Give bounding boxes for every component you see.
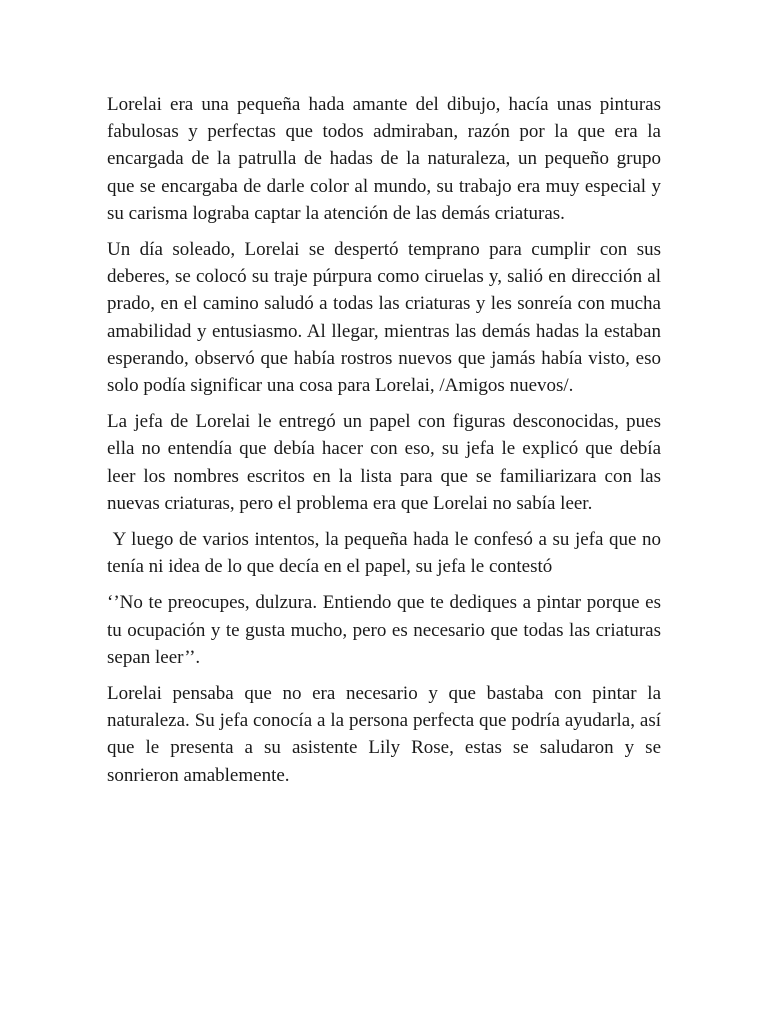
- document-page: [107, 91, 666, 798]
- paragraph-1: Lorelai era una pequeña hada amante del dibujo, hacía unas pinturas fabulosas y perfectas que todos admiraban, razón por la que era la encargada de la patrulla de hadas de la naturaleza, un pequeño grupo que se encargaba de darle color al mundo, su trabajo era muy especial y su carisma lograba captar la atención de las demás criaturas.: [107, 94, 661, 224]
- paragraph-4: Y luego de varios intentos, la pequeña hada le confesó a su jefa que no tenía ni idea de lo que decía en el papel, su jefa le contestó: [107, 529, 666, 578]
- paragraph-3: La jefa de Lorelai le entregó un papel con figuras desconocidas, pues ella no entendía que debía hacer con eso, su jefa le explicó que debía leer los nombres escritos en la lista para que se familiarizara con las nuevas criaturas, pero el problema era que Lorelai no sabía leer.: [107, 411, 661, 514]
- paragraph-6: Lorelai pensaba que no era necesario y que bastaba con pintar la naturaleza. Su jefa conocía a la persona perfecta que podría ayudarla, así que le presenta a su asistente Lily Rose, estas se saludaron y se sonrieron amablemente.: [107, 683, 661, 786]
- paragraph-5: ‘’No te preocupes, dulzura. Entiendo que te dediques a pintar porque es tu ocupación y te gusta mucho, pero es necesario que todas las criaturas sepan leer’’.: [107, 592, 661, 668]
- paragraph-2: Un día soleado, Lorelai se despertó temprano para cumplir con sus deberes, se colocó su traje púrpura como ciruelas y, salió en dirección al prado, en el camino saludó a todas las criaturas y les sonreía con mucha amabilidad y entusiasmo. Al llegar, mientras las demás hadas la estaban esperando, observó que había rostros nuevos que jamás había visto, eso solo podía significar una cosa para Lorelai, /Amigos nuevos/.: [107, 239, 661, 397]
